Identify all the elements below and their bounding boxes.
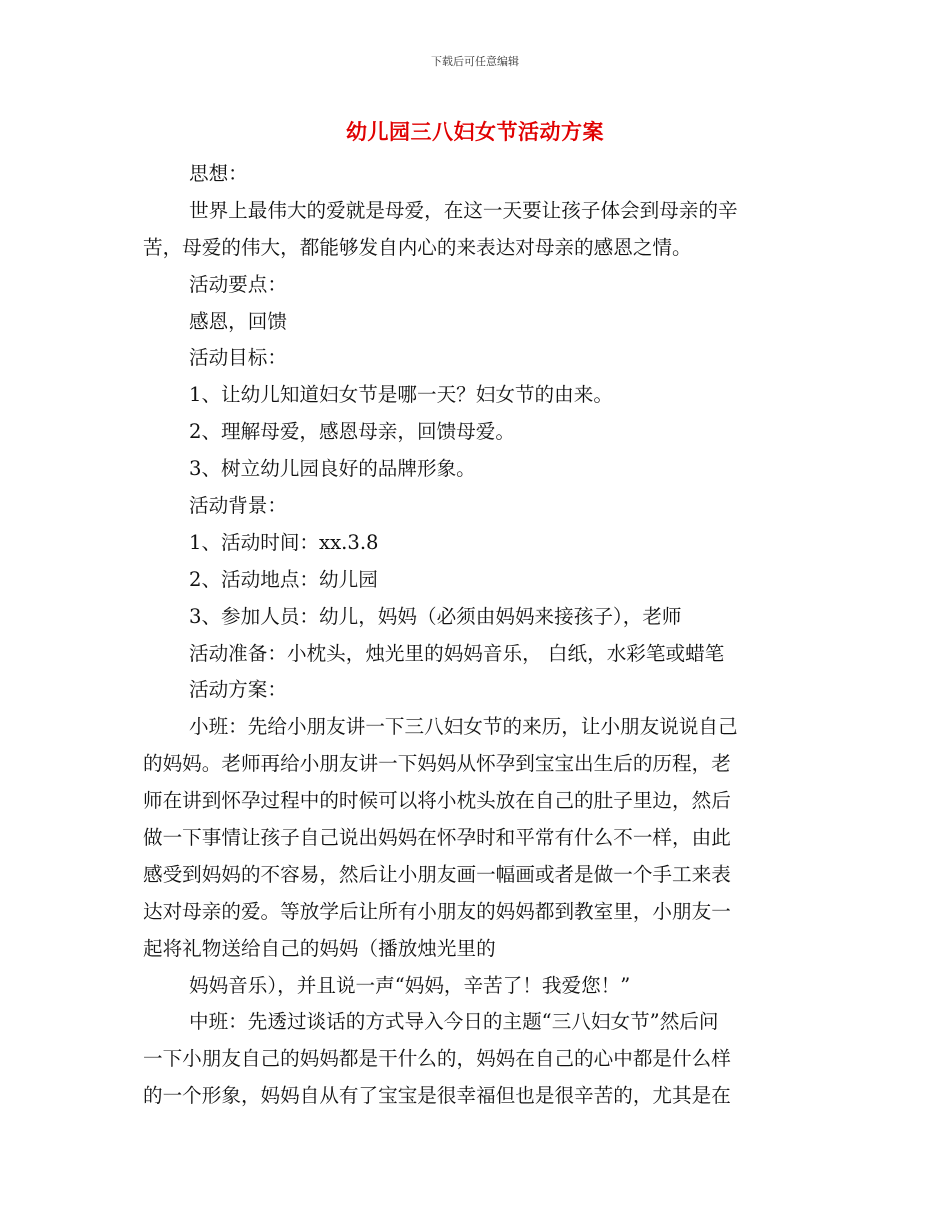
text-line: 感受到妈妈的不容易，然后让小朋友画一幅画或者是做一个手工来表: [143, 862, 731, 886]
text-line: 1、活动时间：xx.3.8: [189, 530, 379, 554]
text-line: 起将礼物送给自己的妈妈（播放烛光里的: [143, 936, 496, 960]
text-line: 中班：先透过谈话的方式导入今日的主题“三八妇女节”然后问: [189, 1010, 719, 1034]
text-line: 活动要点：: [189, 272, 287, 296]
text-line: 小班：先给小朋友讲一下三八妇女节的来历，让小朋友说说自己: [189, 715, 738, 739]
text-line: 的妈妈。老师再给小朋友讲一下妈妈从怀孕到宝宝出生后的历程，老: [143, 752, 731, 776]
text-line: 1、让幼儿知道妇女节是哪一天？妇女节的由来。: [189, 383, 613, 407]
text-line: 达对母亲的爱。等放学后让所有小朋友的妈妈都到教室里，小朋友一: [143, 899, 731, 923]
text-line: 师在讲到怀孕过程中的时候可以将小枕头放在自己的肚子里边，然后: [143, 789, 731, 813]
text-line: 感恩，回馈: [189, 309, 287, 333]
text-line: 2、理解母爱，感恩母亲，回馈母爱。: [189, 420, 515, 444]
text-line: 活动方案：: [189, 678, 287, 702]
text-line: 2、活动地点：幼儿园: [189, 567, 378, 591]
text-line: 活动目标：: [189, 346, 287, 370]
document-title: 幼儿园三八妇女节活动方案: [346, 120, 604, 144]
text-line: 活动准备：小枕头，烛光里的妈妈音乐， 白纸，水彩笔或蜡笔: [189, 641, 725, 665]
text-line: 3、参加人员：幼儿，妈妈（必须由妈妈来接孩子），老师: [189, 604, 682, 628]
page-header: 下载后可任意编辑: [431, 55, 519, 68]
text-line: 妈妈音乐），并且说一声“妈妈，辛苦了！我爱您！”: [189, 973, 631, 997]
text-line: 3、树立幼儿园良好的品牌形象。: [189, 457, 476, 481]
document-body: [143, 156, 803, 1115]
text-line: 思想：: [189, 162, 248, 185]
text-line: 做一下事情让孩子自己说出妈妈在怀孕时和平常有什么不一样，由此: [143, 826, 731, 850]
text-line: 苦，母爱的伟大，都能够发自内心的来表达对母亲的感恩之情。: [143, 235, 692, 259]
text-line: 的一个形象，妈妈自从有了宝宝是很幸福但也是很辛苦的，尤其是在: [143, 1084, 731, 1108]
text-line: 活动背景：: [189, 494, 287, 518]
text-line: 一下小朋友自己的妈妈都是干什么的，妈妈在自己的心中都是什么样: [143, 1047, 731, 1071]
text-line: 世界上最伟大的爱就是母爱，在这一天要让孩子体会到母亲的辛: [189, 198, 738, 222]
